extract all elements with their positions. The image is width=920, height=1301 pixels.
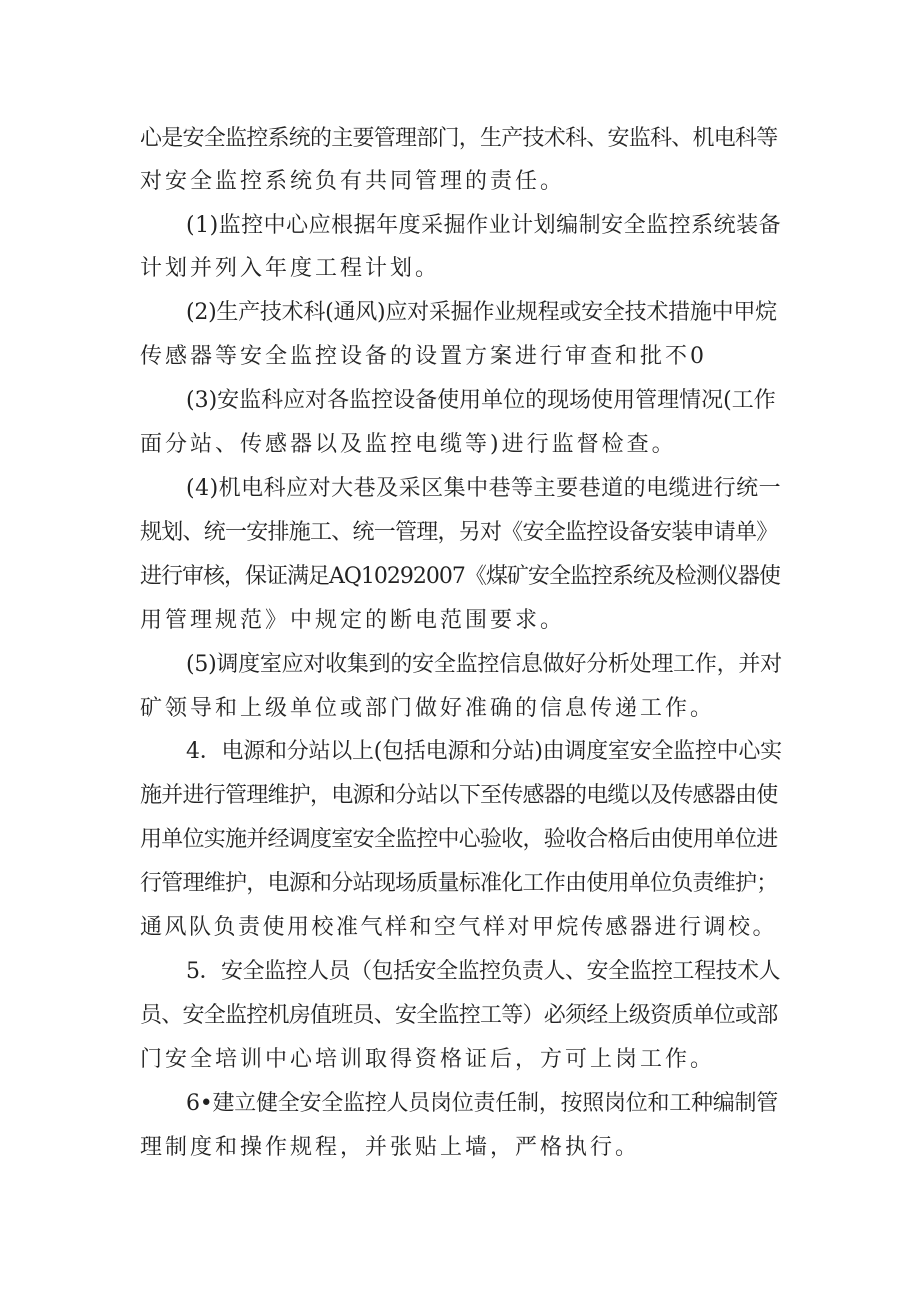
text-line: 规划、统一安排施工、统一管理，另对《安全监控设备安装申请单》 — [140, 520, 778, 545]
text-line: (5)调度室应对收集到的安全监控信息做好分析处理工作，并对 — [186, 652, 782, 677]
text-line: 理制度和操作规程，并张贴上墙，严格执行。 — [140, 1135, 641, 1160]
text-line: 对安全监控系统负有共同管理的责任。 — [140, 169, 566, 194]
text-line: (1)监控中心应根据年度采掘作业计划编制安全监控系统装备 — [186, 213, 782, 238]
text-line: (4)机电科应对大巷及采区集中巷等主要巷道的电缆进行统一 — [186, 476, 782, 501]
text-line: 进行审核，保证满足AQ10292007《煤矿安全监控系统及检测仪器使 — [140, 564, 780, 589]
text-line: (2)生产技术科(通风)应对采掘作业规程或安全技术措施中甲烷 — [186, 300, 777, 325]
text-line: 通风队负责使用校准气样和空气样对甲烷传感器进行调校。 — [140, 915, 778, 940]
text-line: 6•建立健全安全监控人员岗位责任制，按照岗位和工种编制管 — [186, 1091, 778, 1116]
text-line: 5．安全监控人员（包括安全监控负责人、安全监控工程技术人 — [186, 959, 780, 984]
text-line: 计划并列入年度工程计划。 — [140, 256, 441, 281]
text-line: 员、安全监控机房值班员、安全监控工等）必须经上级资质单位或部 — [140, 1003, 778, 1028]
text-line: 4．电源和分站以上(包括电源和分站)由调度室安全监控中心实 — [186, 739, 782, 764]
text-line: 矿领导和上级单位或部门做好准确的信息传递工作。 — [140, 696, 716, 721]
text-line: 心是安全监控系统的主要管理部门，生产技术科、安监科、机电科等 — [140, 126, 778, 151]
text-line: 用单位实施并经调度室安全监控中心验收，验收合格后由使用单位进 — [140, 827, 778, 852]
text-line: 门安全培训中心培训取得资格证后，方可上岗工作。 — [140, 1047, 716, 1072]
text-line: 行管理维护，电源和分站现场质量标准化工作由使用单位负责维护； — [140, 871, 778, 896]
text-line: 面分站、传感器以及监控电缆等)进行监督检查。 — [140, 432, 677, 457]
text-line: 施并进行管理维护，电源和分站以下至传感器的电缆以及传感器由使 — [140, 783, 778, 808]
text-line: 传感器等安全监控设备的设置方案进行审查和批不0 — [140, 344, 707, 369]
text-line: (3)安监科应对各监控设备使用单位的现场使用管理情况(工作 — [186, 388, 776, 413]
text-line: 用管理规范》中规定的断电范围要求。 — [140, 608, 566, 633]
